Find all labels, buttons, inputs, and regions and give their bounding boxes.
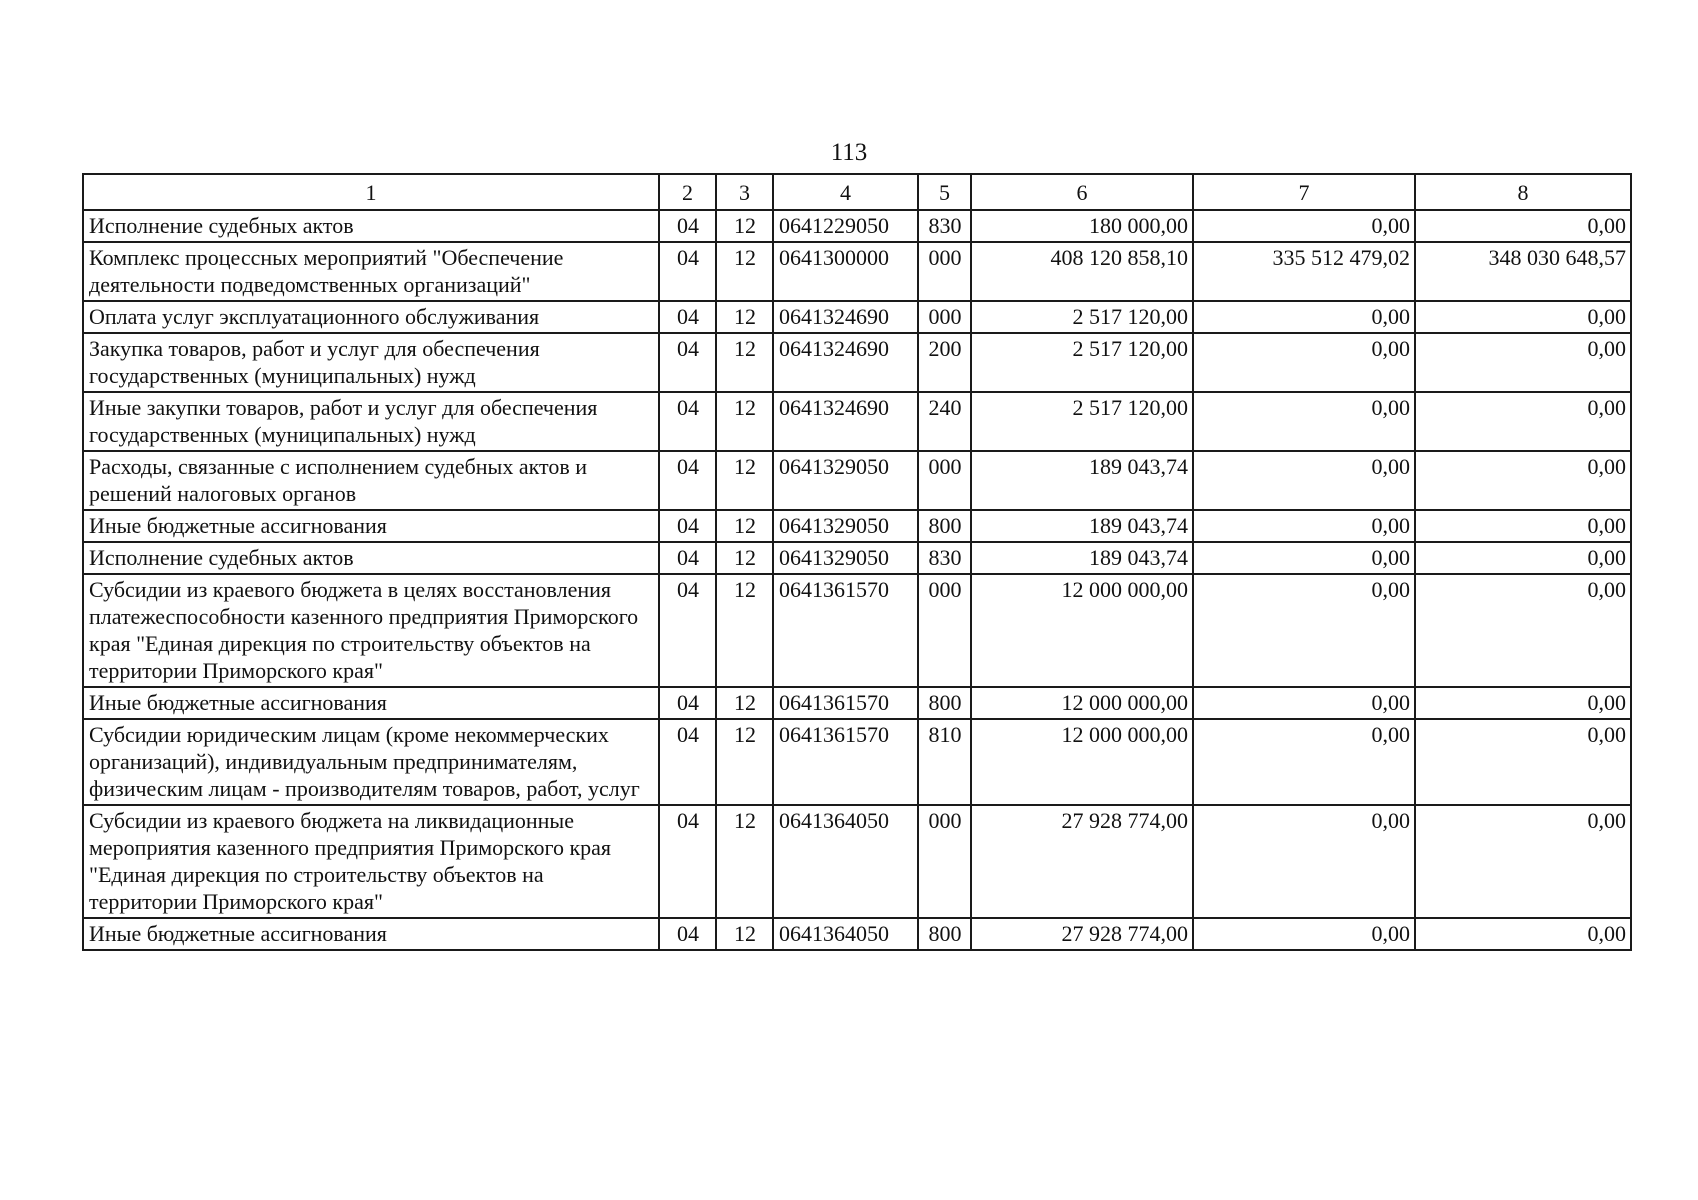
subsection-code-cell: 12 bbox=[716, 451, 773, 510]
amount-col7-cell: 0,00 bbox=[1193, 805, 1415, 918]
table-row bbox=[83, 333, 1631, 392]
expense-type-cell: 000 bbox=[918, 805, 971, 918]
expense-type-cell: 830 bbox=[918, 210, 971, 242]
subsection-code-cell: 12 bbox=[716, 918, 773, 950]
target-article-cell: 0641361570 bbox=[773, 719, 918, 805]
column-header: 6 bbox=[971, 174, 1193, 210]
target-article-cell: 0641329050 bbox=[773, 510, 918, 542]
expense-type-cell: 000 bbox=[918, 242, 971, 301]
expense-type-cell: 800 bbox=[918, 510, 971, 542]
amount-col6-cell: 189 043,74 bbox=[971, 542, 1193, 574]
subsection-code-cell: 12 bbox=[716, 333, 773, 392]
amount-col6-cell: 27 928 774,00 bbox=[971, 918, 1193, 950]
column-header: 8 bbox=[1415, 174, 1631, 210]
subsection-code-cell: 12 bbox=[716, 210, 773, 242]
expense-type-cell: 240 bbox=[918, 392, 971, 451]
column-header: 1 bbox=[83, 174, 659, 210]
section-code-cell: 04 bbox=[659, 333, 716, 392]
amount-col8-cell: 0,00 bbox=[1415, 574, 1631, 687]
amount-col7-cell: 0,00 bbox=[1193, 574, 1415, 687]
amount-col7-cell: 0,00 bbox=[1193, 510, 1415, 542]
target-article-cell: 0641364050 bbox=[773, 918, 918, 950]
amount-col6-cell: 408 120 858,10 bbox=[971, 242, 1193, 301]
item-name-cell: Иные бюджетные ассигнования bbox=[83, 510, 659, 542]
subsection-code-cell: 12 bbox=[716, 687, 773, 719]
amount-col7-cell: 0,00 bbox=[1193, 301, 1415, 333]
expense-type-cell: 200 bbox=[918, 333, 971, 392]
column-header: 4 bbox=[773, 174, 918, 210]
amount-col8-cell: 0,00 bbox=[1415, 392, 1631, 451]
subsection-code-cell: 12 bbox=[716, 392, 773, 451]
subsection-code-cell: 12 bbox=[716, 542, 773, 574]
subsection-code-cell: 12 bbox=[716, 301, 773, 333]
amount-col6-cell: 189 043,74 bbox=[971, 510, 1193, 542]
item-name-cell: Иные бюджетные ассигнования bbox=[83, 918, 659, 950]
subsection-code-cell: 12 bbox=[716, 510, 773, 542]
item-name-cell: Оплата услуг эксплуатационного обслуживания bbox=[83, 301, 659, 333]
expense-type-cell: 000 bbox=[918, 574, 971, 687]
section-code-cell: 04 bbox=[659, 805, 716, 918]
expense-type-cell: 800 bbox=[918, 687, 971, 719]
amount-col7-cell: 0,00 bbox=[1193, 333, 1415, 392]
amount-col6-cell: 2 517 120,00 bbox=[971, 392, 1193, 451]
column-header: 7 bbox=[1193, 174, 1415, 210]
amount-col8-cell: 348 030 648,57 bbox=[1415, 242, 1631, 301]
amount-col7-cell: 0,00 bbox=[1193, 719, 1415, 805]
item-name-cell: Иные закупки товаров, работ и услуг для обеспечения государственных (муниципальных) нужд bbox=[83, 392, 659, 451]
section-code-cell: 04 bbox=[659, 510, 716, 542]
expense-type-cell: 810 bbox=[918, 719, 971, 805]
target-article-cell: 0641300000 bbox=[773, 242, 918, 301]
target-article-cell: 0641324690 bbox=[773, 392, 918, 451]
amount-col7-cell: 0,00 bbox=[1193, 918, 1415, 950]
section-code-cell: 04 bbox=[659, 451, 716, 510]
target-article-cell: 0641364050 bbox=[773, 805, 918, 918]
section-code-cell: 04 bbox=[659, 392, 716, 451]
target-article-cell: 0641324690 bbox=[773, 301, 918, 333]
amount-col7-cell: 0,00 bbox=[1193, 210, 1415, 242]
amount-col6-cell: 12 000 000,00 bbox=[971, 574, 1193, 687]
section-code-cell: 04 bbox=[659, 542, 716, 574]
target-article-cell: 0641329050 bbox=[773, 542, 918, 574]
amount-col7-cell: 0,00 bbox=[1193, 687, 1415, 719]
table-row bbox=[83, 301, 1631, 333]
item-name-cell: Субсидии юридическим лицам (кроме некоммерческих организаций), индивидуальным предпринимателям, физическим лицам - производителям товаров, работ, услуг bbox=[83, 719, 659, 805]
subsection-code-cell: 12 bbox=[716, 805, 773, 918]
expense-type-cell: 000 bbox=[918, 451, 971, 510]
header-row bbox=[83, 174, 1631, 210]
table-row bbox=[83, 805, 1631, 918]
section-code-cell: 04 bbox=[659, 242, 716, 301]
amount-col8-cell: 0,00 bbox=[1415, 542, 1631, 574]
target-article-cell: 0641361570 bbox=[773, 574, 918, 687]
table-row bbox=[83, 719, 1631, 805]
subsection-code-cell: 12 bbox=[716, 719, 773, 805]
expense-type-cell: 800 bbox=[918, 918, 971, 950]
item-name-cell: Исполнение судебных актов bbox=[83, 542, 659, 574]
subsection-code-cell: 12 bbox=[716, 574, 773, 687]
target-article-cell: 0641229050 bbox=[773, 210, 918, 242]
amount-col6-cell: 2 517 120,00 bbox=[971, 301, 1193, 333]
expense-type-cell: 000 bbox=[918, 301, 971, 333]
amount-col6-cell: 189 043,74 bbox=[971, 451, 1193, 510]
section-code-cell: 04 bbox=[659, 210, 716, 242]
amount-col6-cell: 2 517 120,00 bbox=[971, 333, 1193, 392]
amount-col6-cell: 180 000,00 bbox=[971, 210, 1193, 242]
expense-type-cell: 830 bbox=[918, 542, 971, 574]
table-row bbox=[83, 574, 1631, 687]
table-row bbox=[83, 918, 1631, 950]
amount-col8-cell: 0,00 bbox=[1415, 333, 1631, 392]
amount-col8-cell: 0,00 bbox=[1415, 301, 1631, 333]
target-article-cell: 0641324690 bbox=[773, 333, 918, 392]
table-row bbox=[83, 392, 1631, 451]
item-name-cell: Субсидии из краевого бюджета в целях восстановления платежеспособности казенного предприятия Приморского края "Единая дирекция по строительству объектов на территории Приморского края" bbox=[83, 574, 659, 687]
table-row bbox=[83, 210, 1631, 242]
section-code-cell: 04 bbox=[659, 574, 716, 687]
page-number: 113 bbox=[830, 139, 868, 166]
amount-col8-cell: 0,00 bbox=[1415, 451, 1631, 510]
section-code-cell: 04 bbox=[659, 719, 716, 805]
amount-col7-cell: 0,00 bbox=[1193, 542, 1415, 574]
budget-table bbox=[82, 173, 1632, 951]
section-code-cell: 04 bbox=[659, 687, 716, 719]
target-article-cell: 0641329050 bbox=[773, 451, 918, 510]
item-name-cell: Комплекс процессных мероприятий "Обеспечение деятельности подведомственных организаций" bbox=[83, 242, 659, 301]
amount-col7-cell: 335 512 479,02 bbox=[1193, 242, 1415, 301]
section-code-cell: 04 bbox=[659, 918, 716, 950]
amount-col6-cell: 12 000 000,00 bbox=[971, 687, 1193, 719]
amount-col8-cell: 0,00 bbox=[1415, 687, 1631, 719]
item-name-cell: Закупка товаров, работ и услуг для обеспечения государственных (муниципальных) нужд bbox=[83, 333, 659, 392]
subsection-code-cell: 12 bbox=[716, 242, 773, 301]
table-row bbox=[83, 451, 1631, 510]
amount-col8-cell: 0,00 bbox=[1415, 719, 1631, 805]
item-name-cell: Расходы, связанные с исполнением судебных актов и решений налоговых органов bbox=[83, 451, 659, 510]
amount-col8-cell: 0,00 bbox=[1415, 805, 1631, 918]
table-row bbox=[83, 242, 1631, 301]
column-header: 3 bbox=[716, 174, 773, 210]
column-header: 2 bbox=[659, 174, 716, 210]
item-name-cell: Исполнение судебных актов bbox=[83, 210, 659, 242]
table-row bbox=[83, 510, 1631, 542]
amount-col8-cell: 0,00 bbox=[1415, 510, 1631, 542]
amount-col7-cell: 0,00 bbox=[1193, 392, 1415, 451]
table-row bbox=[83, 687, 1631, 719]
column-header: 5 bbox=[918, 174, 971, 210]
amount-col6-cell: 12 000 000,00 bbox=[971, 719, 1193, 805]
item-name-cell: Иные бюджетные ассигнования bbox=[83, 687, 659, 719]
amount-col8-cell: 0,00 bbox=[1415, 918, 1631, 950]
item-name-cell: Субсидии из краевого бюджета на ликвидационные мероприятия казенного предприятия Приморского края "Единая дирекция по строительству объектов на территории Приморского края" bbox=[83, 805, 659, 918]
table-row bbox=[83, 542, 1631, 574]
amount-col6-cell: 27 928 774,00 bbox=[971, 805, 1193, 918]
target-article-cell: 0641361570 bbox=[773, 687, 918, 719]
amount-col8-cell: 0,00 bbox=[1415, 210, 1631, 242]
amount-col7-cell: 0,00 bbox=[1193, 451, 1415, 510]
section-code-cell: 04 bbox=[659, 301, 716, 333]
